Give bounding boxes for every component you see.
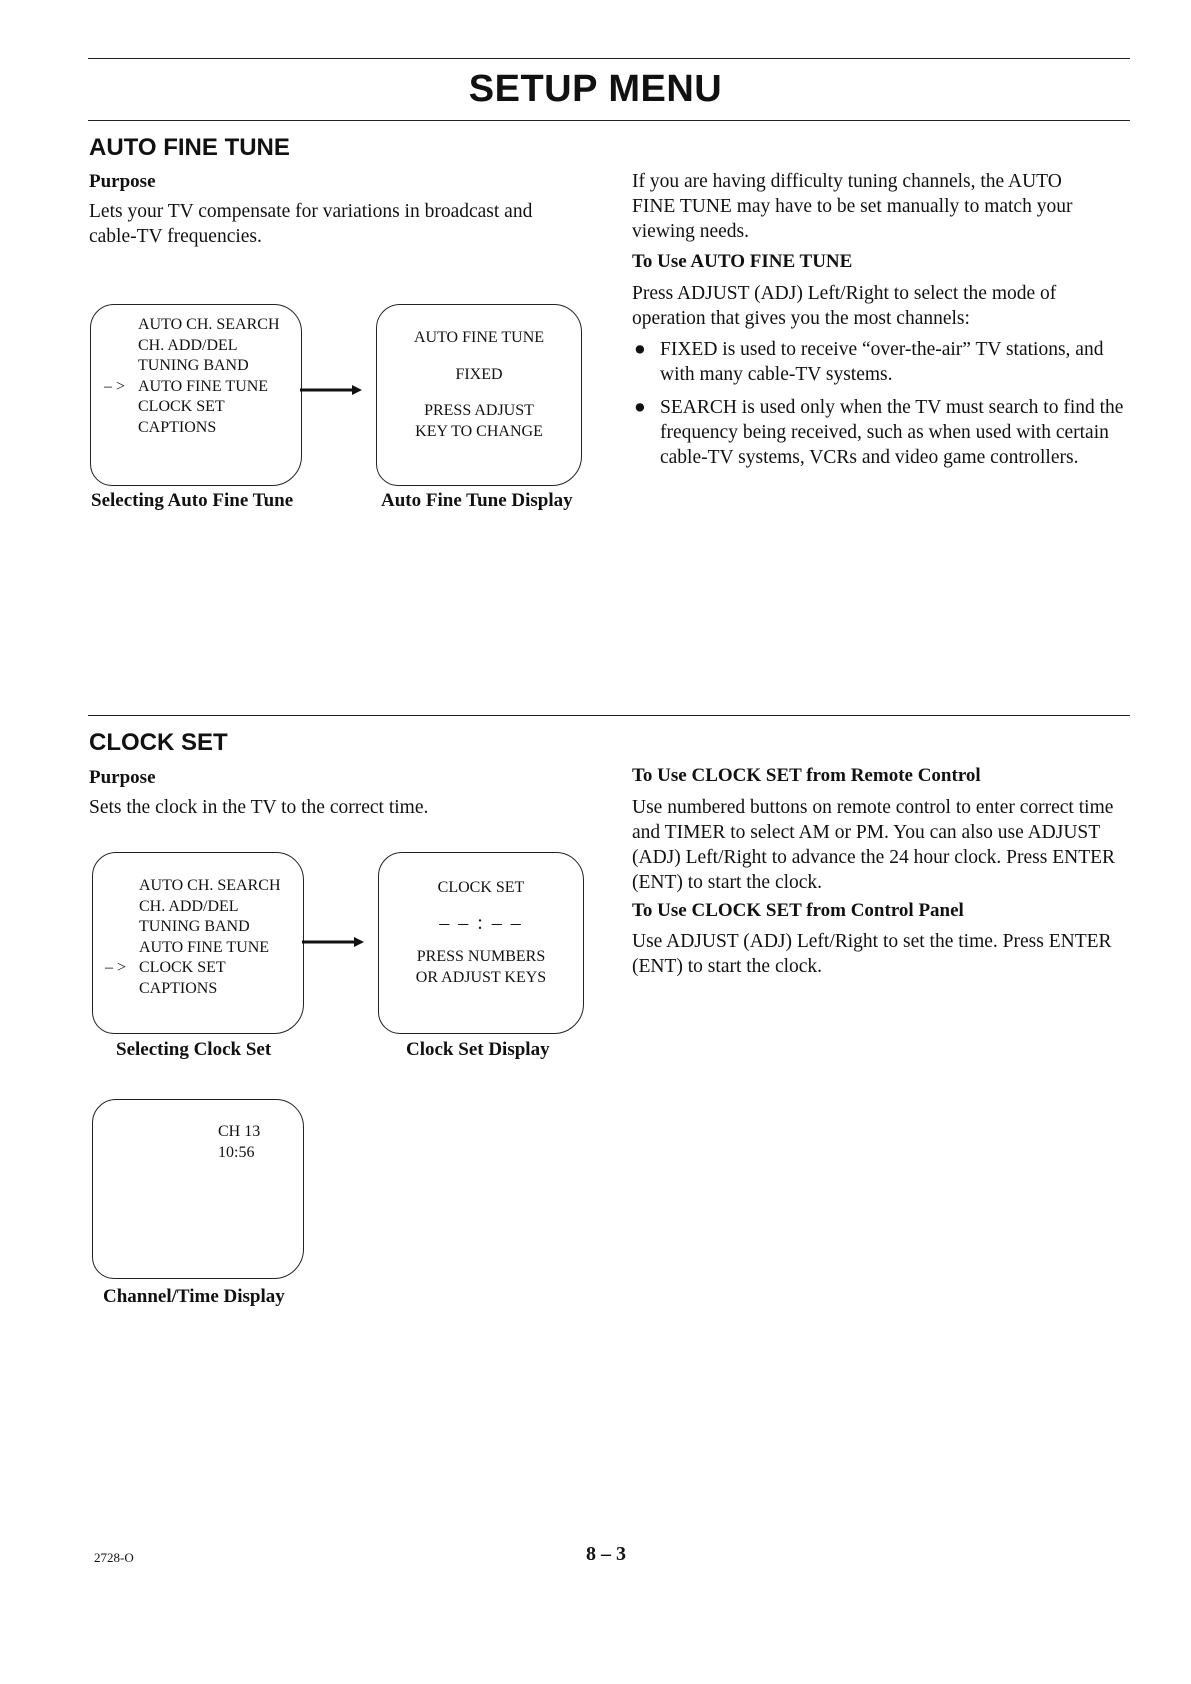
document-code: 2728-O — [94, 1550, 134, 1565]
top-rule — [88, 58, 1130, 59]
menu-item-selected — [105, 958, 305, 979]
tv-channel-screen — [92, 1099, 304, 1279]
to-use-text: Press ADJUST (ADJ) Left/Right to select the mode of operation that gives you the most channels: — [632, 283, 1057, 329]
display-text — [376, 328, 582, 442]
menu-pointer: – > — [105, 959, 127, 976]
section-heading-auto-fine-tune: AUTO FINE TUNE — [89, 134, 290, 161]
screen-caption: Clock Set Display — [406, 1039, 550, 1060]
page-number: 8 – 3 — [586, 1543, 626, 1565]
to-use-label: To Use AUTO FINE TUNE — [632, 251, 853, 272]
bullet-text: SEARCH is used only when the TV must search to find the frequency being received, such as when used with certain cable-TV systems, VCRs and video game controllers. — [660, 397, 1124, 468]
menu-item: CLOCK SET — [138, 398, 225, 415]
purpose-label: Purpose — [89, 171, 156, 192]
menu-item-label: CLOCK SET — [139, 959, 226, 976]
intro-text: If you are having difficulty tuning channels, the AUTO FINE TUNE may have to be set manually to match your viewing needs. — [632, 171, 1073, 242]
menu-list — [105, 876, 305, 999]
channel-time-text — [218, 1122, 260, 1163]
display-line: AUTO FINE TUNE — [413, 329, 545, 346]
option-list — [632, 337, 1137, 473]
purpose-label: Purpose — [89, 767, 156, 788]
menu-item: CAPTIONS — [139, 979, 218, 997]
menu-item-label: AUTO FINE TUNE — [138, 377, 269, 395]
screen-caption: Auto Fine Tune Display — [381, 490, 573, 511]
list-item — [632, 395, 1137, 470]
channel-number: CH 13 — [218, 1123, 261, 1140]
purpose-text: Lets your TV compensate for variations in broadcast and cable-TV frequencies. — [89, 201, 533, 247]
clock-placeholder: – – : – – — [439, 911, 523, 934]
menu-pointer: – > — [104, 377, 126, 395]
display-line: PRESS ADJUST — [424, 402, 534, 419]
menu-list — [104, 315, 304, 438]
menu-item: AUTO FINE TUNE — [139, 938, 270, 956]
bullet-text: FIXED is used to receive “over-the-air” TV stations, and with many cable-TV systems. — [660, 339, 1104, 385]
clock-time: 10:56 — [218, 1143, 255, 1161]
display-line: CLOCK SET — [437, 879, 525, 896]
panel-text: Use ADJUST (ADJ) Left/Right to set the time. Press ENTER (ENT) to start the clock. — [632, 931, 1112, 977]
menu-item-selected — [104, 377, 304, 398]
display-line: FIXED — [455, 365, 503, 383]
menu-item: AUTO CH. SEARCH — [139, 877, 281, 894]
arrow-right-icon — [300, 384, 364, 396]
menu-item: AUTO CH. SEARCH — [138, 316, 280, 333]
screen-caption: Channel/Time Display — [103, 1286, 285, 1307]
menu-item: CH. ADD/DEL — [139, 897, 239, 915]
remote-label: To Use CLOCK SET from Remote Control — [632, 765, 981, 786]
screen-caption: Selecting Clock Set — [116, 1039, 272, 1060]
remote-text: Use numbered buttons on remote control to enter correct time and TIMER to select AM or PM. You can also use ADJUST (ADJ) Left/Right to advance the 24 hour clock. Press ENTER (ENT) to start the clock. — [632, 797, 1116, 893]
menu-item: TUNING BAND — [138, 357, 249, 374]
section-heading-clock-set: CLOCK SET — [89, 729, 228, 756]
purpose-text: Sets the clock in the TV to the correct time. — [89, 797, 429, 818]
screen-caption: Selecting Auto Fine Tune — [91, 490, 294, 511]
display-text — [378, 878, 584, 988]
list-item — [632, 337, 1137, 387]
menu-item: TUNING BAND — [139, 918, 250, 935]
section-rule — [88, 715, 1130, 716]
page-title: SETUP MENU — [468, 68, 723, 110]
menu-item: CH. ADD/DEL — [138, 336, 238, 354]
title-rule — [88, 120, 1130, 121]
bullet-icon: ● — [634, 397, 646, 418]
bullet-icon: ● — [634, 339, 646, 360]
display-line: PRESS NUMBERS — [416, 948, 546, 965]
menu-item: CAPTIONS — [138, 418, 217, 436]
display-line: KEY TO CHANGE — [415, 422, 543, 440]
display-line: OR ADJUST KEYS — [415, 968, 547, 986]
panel-label: To Use CLOCK SET from Control Panel — [632, 900, 964, 921]
arrow-right-icon — [302, 936, 366, 948]
